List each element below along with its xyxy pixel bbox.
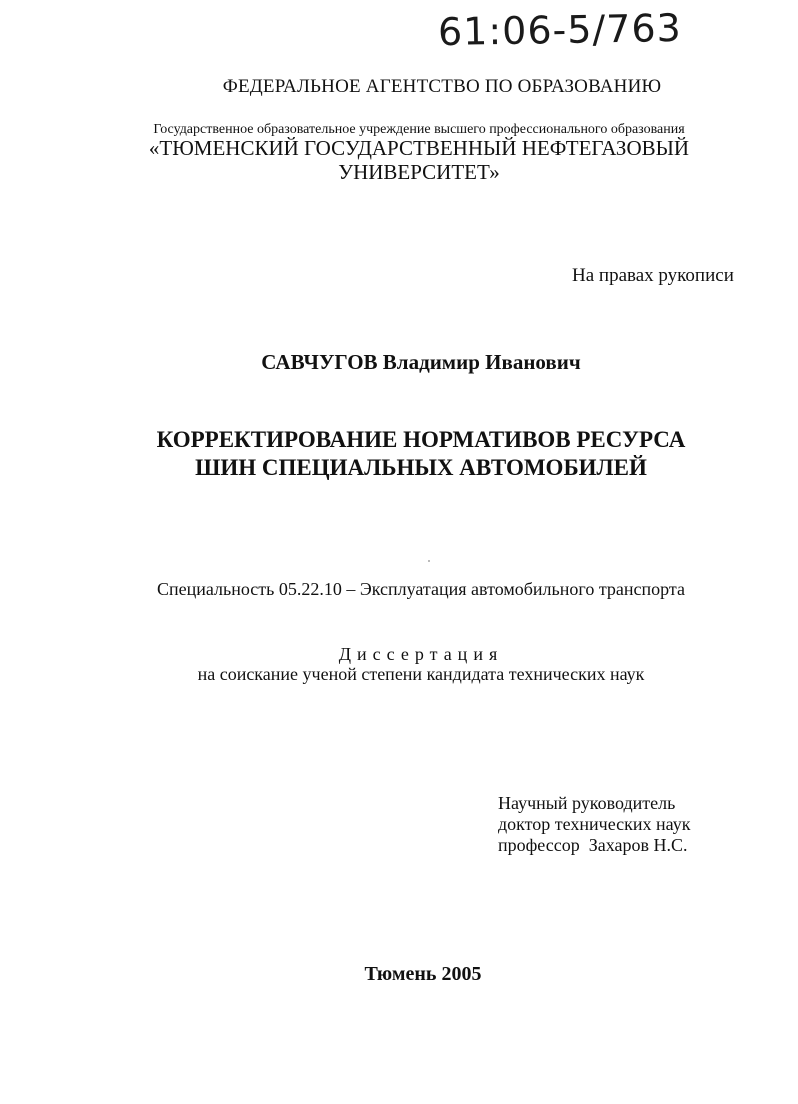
- dissertation-title-line2: ШИН СПЕЦИАЛЬНЫХ АВТОМОБИЛЕЙ: [195, 455, 647, 480]
- dissertation-title-line1: КОРРЕКТИРОВАНИЕ НОРМАТИВОВ РЕСУРСА: [156, 427, 686, 452]
- scan-speck: [428, 560, 430, 562]
- supervisor-degree: доктор технических наук: [498, 814, 691, 834]
- city-year: Тюмень 2005: [364, 963, 482, 985]
- dissertation-title: [0, 426, 798, 482]
- manuscript-rights: На правах рукописи: [572, 265, 734, 286]
- author-name: САВЧУГОВ Владимир Иванович: [261, 350, 581, 374]
- supervisor-name: профессор Захаров Н.С.: [498, 835, 688, 855]
- institution-name: Государственное образовательное учреждение высшего профессионального образования: [153, 122, 685, 137]
- document-type: Диссертация: [338, 644, 504, 664]
- supervisor-role: Научный руководитель: [498, 793, 676, 813]
- university-name-line1: «ТЮМЕНСКИЙ ГОСУДАРСТВЕННЫЙ НЕФТЕГАЗОВЫЙ: [148, 136, 690, 160]
- agency-name: ФЕДЕРАЛЬНОЕ АГЕНТСТВО ПО ОБРАЗОВАНИЮ: [222, 76, 662, 97]
- university-name: [0, 136, 798, 184]
- university-name-line2: УНИВЕРСИТЕТ»: [338, 160, 500, 184]
- specialty-line: Специальность 05.22.10 – Эксплуатация автомобильного транспорта: [156, 579, 685, 599]
- archive-stamp: 61:06-5/763: [437, 5, 683, 55]
- degree-line: на соискание ученой степени кандидата технических наук: [197, 664, 645, 684]
- supervisor-block: [498, 793, 691, 856]
